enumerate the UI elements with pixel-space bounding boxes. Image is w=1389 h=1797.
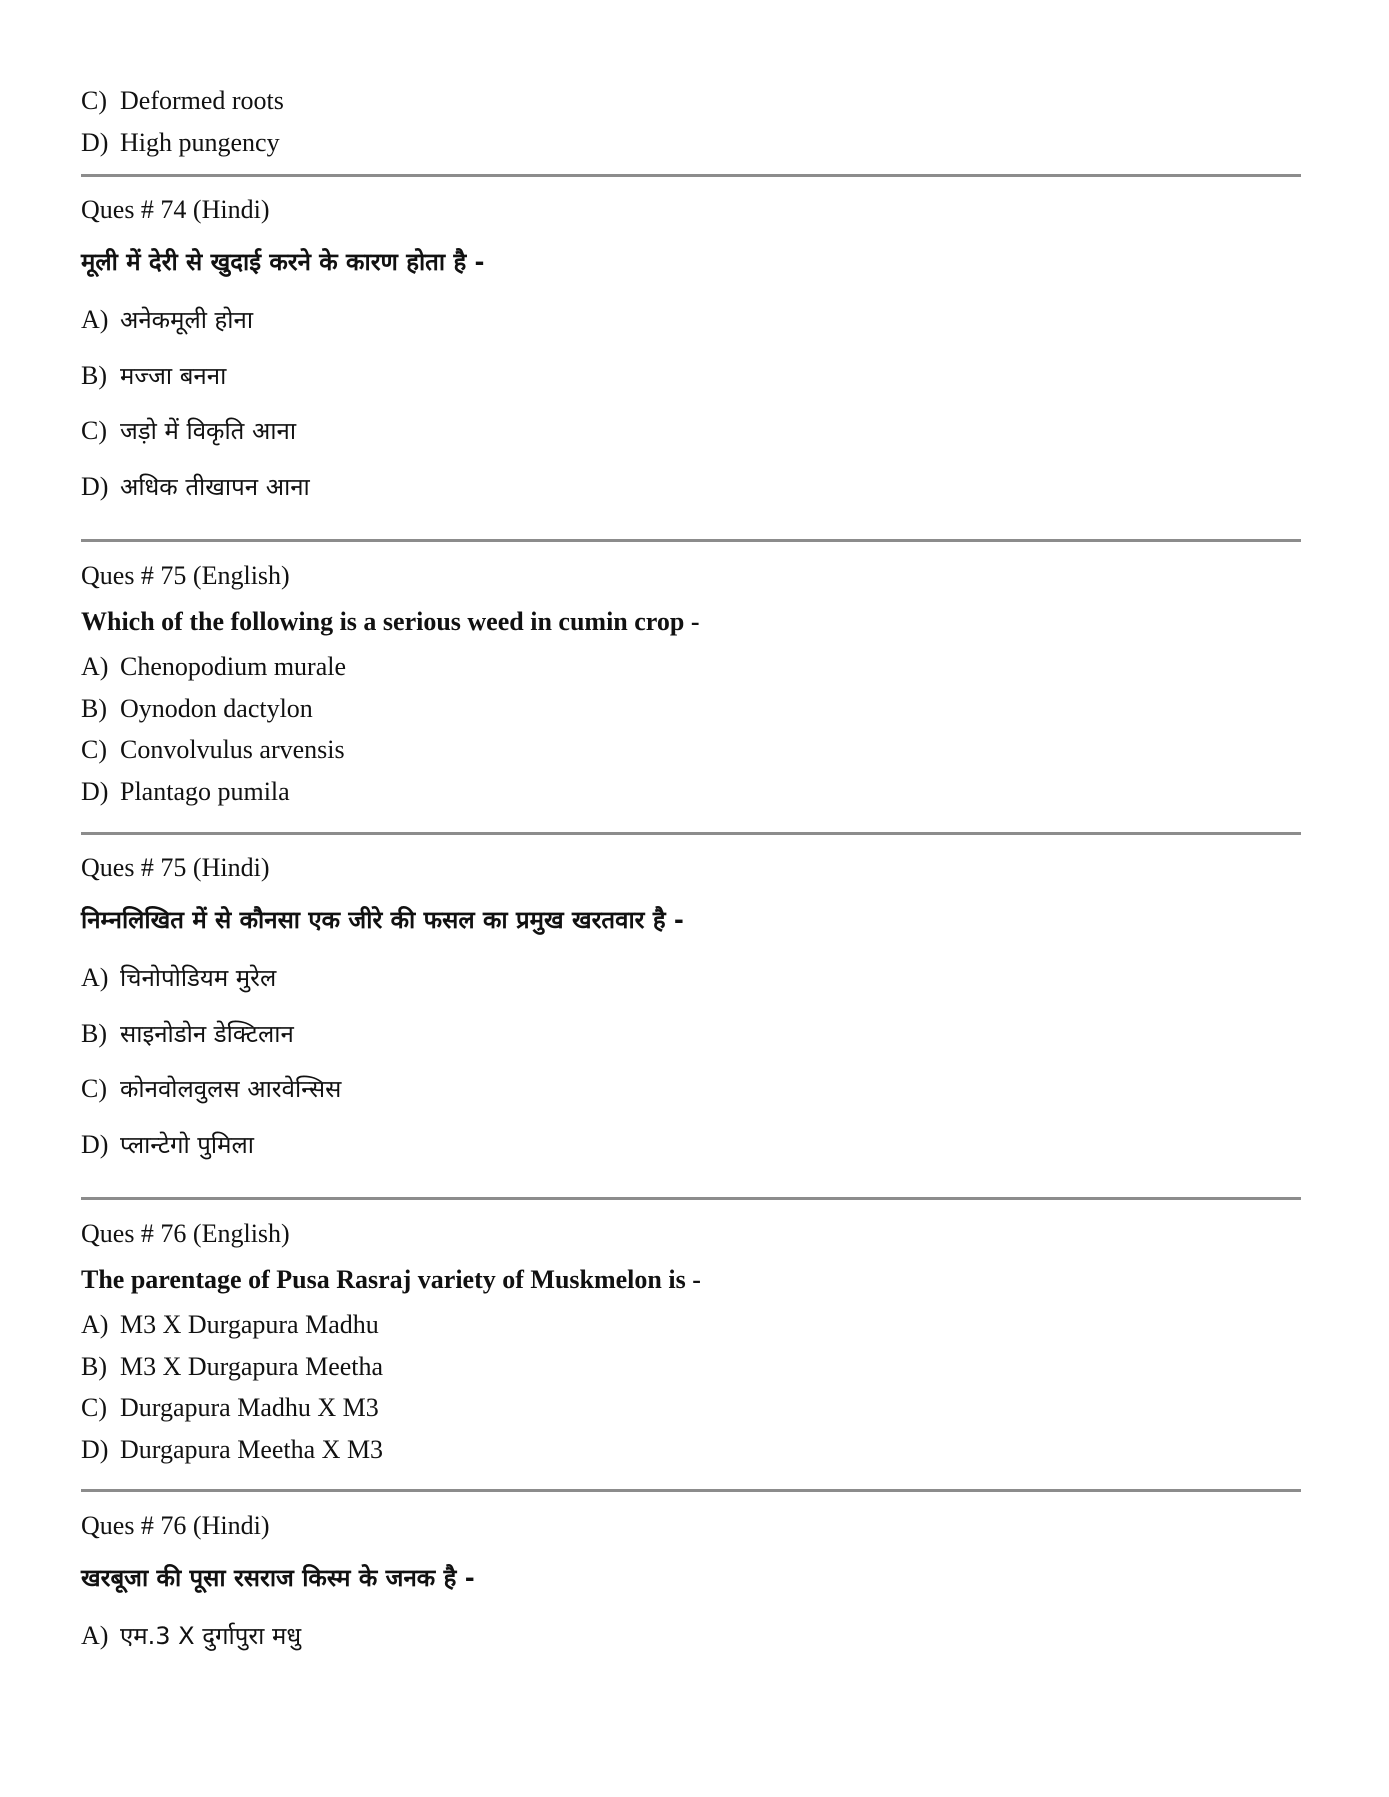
option-d [81, 1117, 1311, 1173]
option-letter: C) [81, 735, 107, 764]
option-letter: B) [81, 693, 107, 723]
option-b [81, 1346, 1311, 1388]
option-text: Deformed roots [120, 86, 284, 115]
option-letter: A) [81, 1621, 109, 1650]
option-text: अधिक तीखापन आना [120, 472, 310, 501]
question-text: निम्नलिखित में से कौनसा एक जीरे की फसल का प्रमुख खरतवार है - [81, 906, 684, 934]
question-text: Which of the following is a serious weed in cumin crop - [81, 607, 700, 636]
option-text: कोनवोलवुलस आरवेन्सिस [120, 1075, 342, 1103]
option-text: Convolvulus arvensis [120, 735, 345, 764]
option-text: Plantago pumila [120, 776, 290, 806]
option-text: साइनोडोन डेक्टिलान [120, 1019, 294, 1048]
option-a [81, 292, 1311, 348]
divider [81, 1489, 1301, 1492]
option-d [81, 459, 1311, 515]
option-a [81, 1304, 1311, 1346]
option-text: Durgapura Madhu X M3 [120, 1393, 379, 1422]
option-letter: D) [81, 1129, 109, 1159]
option-letter: A) [81, 1310, 109, 1339]
option-letter: A) [81, 305, 109, 334]
question-74-hindi [81, 188, 1311, 514]
question-text: खरबूजा की पूसा रसराज किस्म के जनक है - [81, 1564, 475, 1592]
option-text: M3 X Durgapura Madhu [120, 1310, 379, 1339]
option-a [81, 646, 1311, 688]
option-b [81, 688, 1311, 730]
question-header: Ques # 75 (Hindi) [81, 853, 270, 882]
option-c [81, 729, 1311, 771]
option-c [81, 1387, 1311, 1429]
option-letter: D) [81, 1434, 109, 1464]
question-73-options-tail [81, 80, 1311, 163]
option-text: मज्जा बनना [120, 361, 227, 390]
question-75-hindi [81, 846, 1311, 1172]
option-letter: B) [81, 360, 107, 390]
option-text: चिनोपोडियम मुरेल [120, 964, 277, 992]
option-d [81, 1429, 1311, 1471]
divider [81, 1197, 1301, 1200]
divider [81, 174, 1301, 177]
option-a [81, 1608, 1311, 1664]
option-letter: C) [81, 1393, 107, 1422]
option-letter: B) [81, 1018, 107, 1048]
option-d [81, 122, 1311, 164]
divider [81, 539, 1301, 542]
option-text: Durgapura Meetha X M3 [120, 1434, 384, 1464]
question-text: The parentage of Pusa Rasraj variety of Muskmelon is - [81, 1265, 701, 1294]
option-d [81, 771, 1311, 813]
divider [81, 832, 1301, 835]
option-b [81, 348, 1311, 404]
option-c [81, 1061, 1311, 1117]
option-letter: C) [81, 86, 107, 115]
option-text: जड़ो में विकृति आना [120, 417, 297, 445]
option-text: प्लान्टेगो पुमिला [120, 1130, 254, 1159]
option-letter: A) [81, 963, 109, 992]
option-c [81, 80, 1311, 122]
option-text: M3 X Durgapura Meetha [120, 1351, 384, 1381]
question-76-english [81, 1212, 1311, 1470]
option-text: अनेकमूली होना [120, 306, 254, 334]
question-75-english [81, 554, 1311, 812]
option-text: एम.3 X दुर्गापुरा मधु [120, 1622, 302, 1650]
question-header: Ques # 76 (English) [81, 1219, 290, 1248]
option-letter: C) [81, 1074, 107, 1103]
option-a [81, 950, 1311, 1006]
question-76-hindi [81, 1504, 1311, 1664]
question-header: Ques # 75 (English) [81, 561, 290, 590]
option-text: High pungency [120, 127, 280, 157]
option-letter: D) [81, 776, 109, 806]
option-letter: D) [81, 471, 109, 501]
question-text: मूली में देरी से खुदाई करने के कारण होता है - [81, 248, 485, 276]
question-header: Ques # 76 (Hindi) [81, 1511, 270, 1540]
option-text: Chenopodium murale [120, 652, 347, 681]
option-letter: D) [81, 127, 109, 157]
question-header: Ques # 74 (Hindi) [81, 195, 270, 224]
option-letter: A) [81, 652, 109, 681]
option-text: Oynodon dactylon [120, 693, 313, 723]
option-c [81, 403, 1311, 459]
option-b [81, 1006, 1311, 1062]
option-letter: C) [81, 416, 107, 445]
option-letter: B) [81, 1351, 107, 1381]
